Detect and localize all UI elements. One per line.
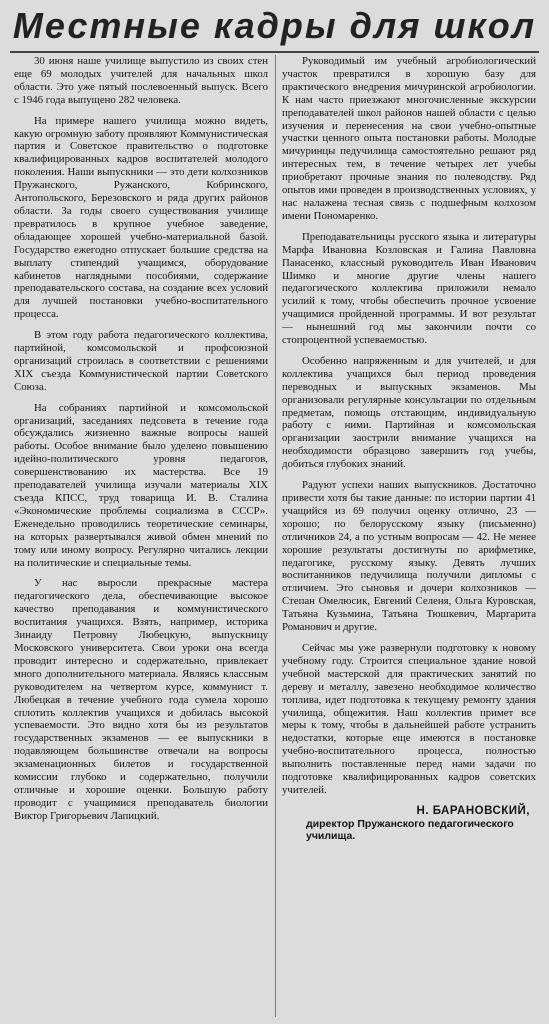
paragraph: В этом году работа педагогического коллектива, партийной, комсомольской и профсоюзной организаций строилась в соответствии с решениями XIX съезда Коммунистической партии Советского Союза. [14,329,268,393]
paragraph: 30 июня наше училище выпустило из своих стен еще 69 молодых учителей для начальных школ области. Это уже пятый послевоенный выпуск. Всего с 1946 года выпущено 282 человека. [14,55,268,106]
paragraph: Радуют успехи наших выпускников. Достаточно привести хотя бы такие данные: по истории партии 41 учащийся из 69 получил оценку отлично, 23 — хорошо; по белорусскому языку (письменно) отличников 24, а по устным вопросам — 42. Не менее хорошие результаты достигнуты по арифметике, педагогике, русскому языку. Девять лучших воспитанников педучилища получили дипломы с отличием. Это сыновья и дочери колхозников — Степан Омелюсик, Евгений Селеня, Ольга Куровская, Татьяна Кузьмина, Татьяна Тюшкевич, Маргарита Романович и другие. [282,479,536,634]
column-divider [275,55,276,1017]
right-column [282,55,536,1017]
paragraph: На собраниях партийной и комсомольской организаций, заседаниях педсовета в течение года обсуждались жизненно важные вопросы нашей работы. Особое внимание было уделено повышению идейно-политического уровня педагогов, совершенствованию их мастерства. Все 19 преподавателей училища изучали материалы XIX съезда КПСС, труд товарища И. В. Сталина «Экономические проблемы социализма в СССР». Еженедельно проводились теоретические семинары, на которых развертывался живой обмен мнений по тому или иному вопросу. Регулярно читались лекции на политические и специальные темы. [14,401,268,569]
article-headline: Местные кадры для школ [12,5,537,46]
headline-rule [10,51,539,53]
author-signature [282,805,536,843]
paragraph: У нас выросли прекрасные мастера педагогического дела, обеспечивающие высокое качество преподавания и коммунистического воспитания учащихся. Взять, например, историка Зинаиду Петровну Любецкую, выпускницу Московского университета. Свои уроки она всегда проводит интересно и содержательно, привлекает много дополнительного материала. Являясь классным руководителем на четвертом курсе, коммунист т. Любецкая в течение учебного года сумела хорошо сплотить коллектив учащихся и добилась высокой успеваемости. Это видно хотя бы из результатов государственных экзаменов — ее выпускники в подавляющем большинстве отвечали на вопросы экзаменационных билетов и государственной комиссии глубоко и содержательно, получили отличные и хорошие оценки. Большую работу проводит с учащимися преподаватель биологии Виктор Григорьевич Лапицкий. [14,577,268,822]
paragraph: Руководимый им учебный агробиологический участок превратился в хорошую базу для практического внедрения мичуринской агробиологии. К нам часто приезжают многочисленные экскурсии преподавателей школ районов нашей области с целью изучения и перенесения на свои учебно-опытные участки ценного опыта постановки работы. Молодые мичуринцы педучилища самостоятельно решают ряд интересных тем, в течение четырех лет учебы приобретают прочные знания по полеводству. Ряд опытов ими проведен в производственных условиях, у нас налажена тесная связь с подшефным колхозом имени Пономаренко. [282,55,536,222]
author-name: Н. БАРАНОВСКИЙ, [416,804,530,817]
left-column [14,55,268,1017]
paragraph: Сейчас мы уже развернули подготовку к новому учебному году. Строится специальное здание новой учебной мастерской для практических занятий по дереву и металлу, завезено необходимое количество топлива, идет подготовка к текущему ремонту здания училища, общежития. Наш коллектив примет все меры к тому, чтобы в дальнейшей работе устранить недостатки, которые еще имеются в постановке учебно-воспитательного процесса, полностью выполнить поставленные перед нами задачи по подготовке квалифицированных кадров советских учителей. [282,641,536,796]
paragraph: Преподавательницы русского языка и литературы Марфа Ивановна Козловская и Галина Павловна Панасенко, классный руководитель Иван Иванович Шимко и многие другие члены нашего педагогического коллектива приложили немало усилий к тому, чтобы обеспечить прочное усвоение учащимися пройденной программы. И вот результат — нынешний год мы закончили почти со стопроцентной успеваемостью. [282,230,536,347]
paragraph: На примере нашего училища можно видеть, какую огромную заботу проявляют Коммунистическая партия и Советское правительство о подготовке квалифицированных кадров воспитателей молодого поколения. Наши выпускники — это дети колхозников Пружанского, Ружанского, Кобринского, Антопольского, Березовского и ряда других районов области. За годы своего существования училище превратилось в крупное учебное заведение, обладающее хорошей учебно-материальной базой. Государство ежегодно отпускает большие средства на выплату стипендий учащимся, оборудование кабинетов наглядными пособиями, содержание преподавательского состава, на создание всех условий для лучшей постановки учебно-воспитательного процесса. [14,114,268,321]
author-role: директор Пружанского педагогического училища. [306,817,514,843]
paragraph: Особенно напряженным и для учителей, и для коллектива учащихся был период проведения переводных и выпускных экзаменов. Мы организовали регулярные консультации по отдельным предметам, помощь отстающим, индивидуальную работу с ними. Партийная и комсомольская организации заострили внимание учащихся на необходимости образцово завершить год учебы, добиться глубоких знаний. [282,354,536,471]
